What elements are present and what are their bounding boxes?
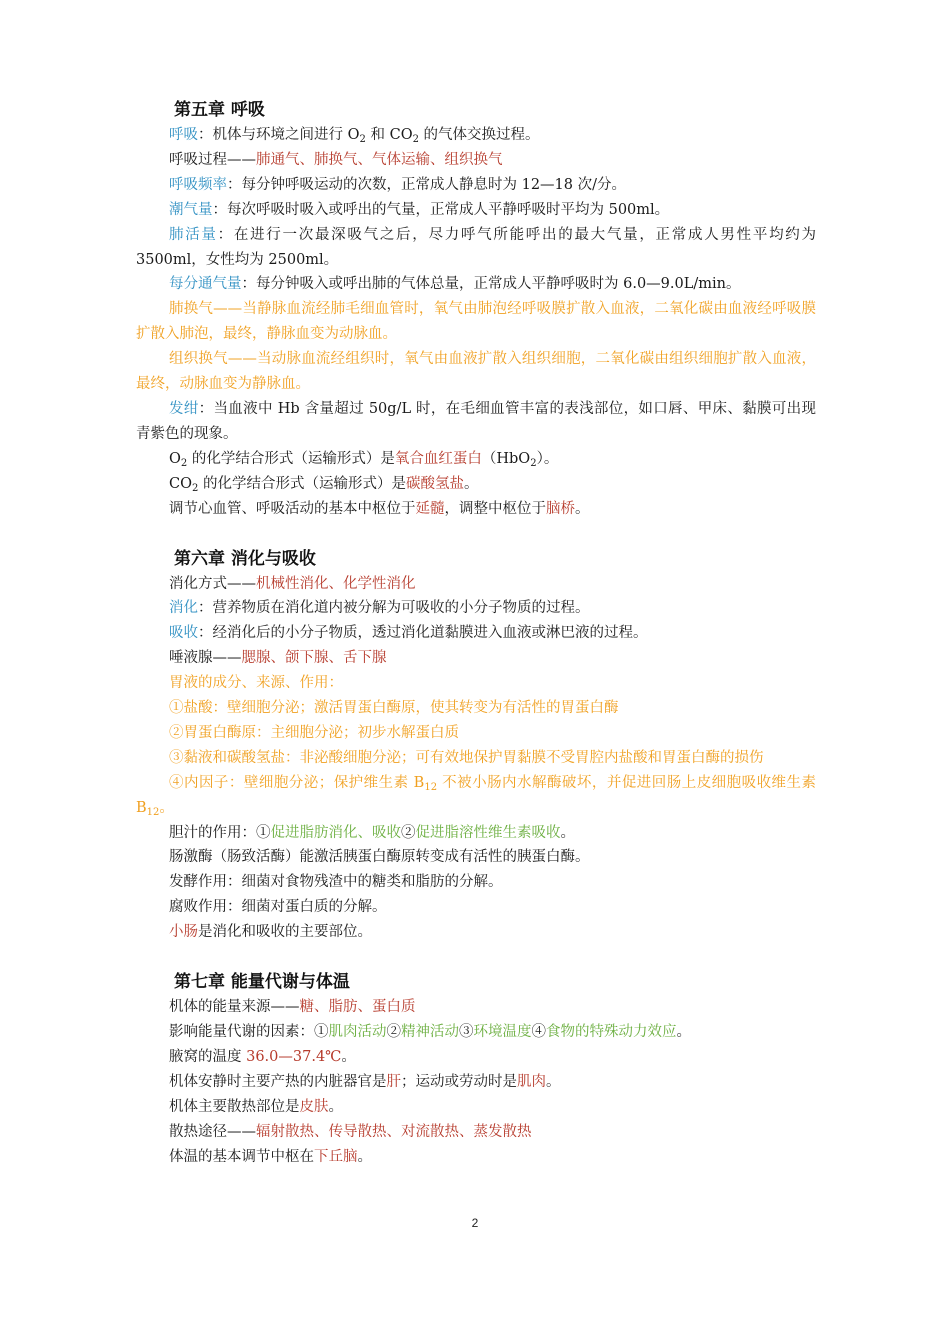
answer: 脑桥 bbox=[546, 500, 575, 517]
subscript: 2 bbox=[180, 457, 188, 469]
answer: 辐射散热、传导散热、对流散热、蒸发散热 bbox=[256, 1123, 532, 1140]
ch7-line-energy-source bbox=[136, 995, 816, 1020]
ch5-line-tidal-volume bbox=[136, 198, 816, 223]
text: ；运动或劳动时是 bbox=[401, 1073, 517, 1090]
answer: 肌肉 bbox=[517, 1073, 546, 1090]
answer: 糖、脂肪、蛋白质 bbox=[299, 999, 416, 1016]
section-gap bbox=[136, 945, 816, 970]
answer: 腮腺、颌下腺、舌下腺 bbox=[241, 650, 387, 667]
ch5-line-minute-ventilation bbox=[136, 272, 816, 297]
ch6-line-digestion bbox=[136, 596, 816, 621]
text: 机体主要散热部位是 bbox=[169, 1098, 300, 1115]
text: ：当血液中 Hb 含量超过 50g/L 时，在毛细血管丰富的表浅部位，如口唇、甲床、黏膜可出现青紫色的现象。 bbox=[136, 400, 817, 442]
list-item: 促进脂溶性维生素吸收 bbox=[415, 824, 561, 841]
chapter-7-heading: 第七章 能量代谢与体温 bbox=[174, 972, 350, 993]
ch6-line-methods bbox=[136, 572, 816, 597]
list-item: 肌肉活动 bbox=[328, 1024, 387, 1040]
ch5-line-process bbox=[136, 148, 816, 173]
ch5-line-pulmonary-exchange: 肺换气——当静脉血流经肺毛细血管时，氧气由肺泡经呼吸膜扩散入血液，二氧化碳由血液经呼吸膜扩散入肺泡，最终，静脉血变为动脉血。 bbox=[136, 301, 816, 343]
text: 影响能量代谢的因素：① bbox=[169, 1024, 329, 1040]
term: 每分通气量 bbox=[169, 276, 242, 293]
text: 。 bbox=[341, 1048, 356, 1065]
text: 的气体交换过程。 bbox=[418, 127, 540, 143]
text: CO bbox=[169, 475, 192, 492]
text: 机体安静时主要产热的内脏器官是 bbox=[169, 1073, 387, 1090]
answer: 肝 bbox=[386, 1073, 401, 1090]
subscript: 2 bbox=[530, 457, 537, 469]
text: 调节心血管、呼吸活动的基本中枢位于 bbox=[169, 500, 416, 517]
text: 呼吸过程—— bbox=[169, 151, 256, 168]
term: 发绀 bbox=[169, 400, 199, 417]
text: ② bbox=[386, 1024, 401, 1040]
ch5-line-vital-capacity bbox=[136, 223, 816, 273]
term: 呼吸频率 bbox=[169, 176, 227, 193]
ch6-line-gastric-juice: 胃液的成分、来源、作用： bbox=[169, 675, 343, 692]
text: 散热途径—— bbox=[169, 1123, 256, 1140]
subscript: 12 bbox=[146, 806, 160, 818]
text: 腋窝的温度 bbox=[169, 1048, 247, 1065]
text: 机体的能量来源—— bbox=[169, 999, 300, 1016]
ch7-line-axillary-temp bbox=[136, 1045, 816, 1070]
text: 消化方式—— bbox=[169, 575, 256, 592]
ch5-line-o2-transport bbox=[136, 447, 816, 472]
answer: 机械性消化、化学性消化 bbox=[256, 575, 416, 592]
text: 胆汁的作用：① bbox=[169, 824, 271, 841]
text: ，调整中枢位于 bbox=[444, 500, 546, 517]
chapter-6-heading: 第六章 消化与吸收 bbox=[174, 548, 316, 569]
answer: 延髓 bbox=[415, 500, 445, 517]
page-content bbox=[136, 98, 816, 1169]
answer: 碳酸氢盐 bbox=[405, 475, 464, 492]
ch6-line-salivary-glands bbox=[136, 646, 816, 671]
ch6-line-mucus: ③黏液和碳酸氢盐：非泌酸细胞分泌；可有效地保护胃黏膜不受胃腔内盐酸和胃蛋白酶的损伤 bbox=[169, 749, 764, 766]
ch6-line-enterokinase: 肠激酶（肠致活酶）能激活胰蛋白酶原转变成有活性的胰蛋白酶。 bbox=[169, 849, 590, 866]
text: 的化学结合形式（运输形式）是 bbox=[198, 475, 406, 492]
text: （HbO bbox=[481, 450, 531, 467]
text: 和 CO bbox=[365, 127, 413, 143]
subscript: 2 bbox=[412, 134, 419, 145]
text: 。 bbox=[463, 475, 479, 492]
answer: 36.0—37.4℃ bbox=[246, 1048, 342, 1065]
text: ：每分钟呼吸运动的次数，正常成人静息时为 12—18 次/分。 bbox=[227, 176, 627, 193]
term: 呼吸 bbox=[169, 127, 198, 143]
ch5-line-tissue-exchange: 组织换气——当动脉血流经组织时，氧气由血液扩散入组织细胞，二氧化碳由组织细胞扩散入血液，最终，动脉血变为静脉血。 bbox=[136, 351, 816, 393]
ch7-line-thermoregulation-center bbox=[136, 1145, 816, 1170]
answer: 肺通气、肺换气、气体运输、组织换气 bbox=[256, 151, 503, 168]
ch5-line-respiration bbox=[136, 123, 816, 148]
text: 。 bbox=[546, 1073, 561, 1090]
ch5-line-co2-transport bbox=[136, 472, 816, 497]
section-gap bbox=[136, 522, 816, 547]
ch6-line-bile bbox=[136, 821, 816, 846]
term: 潮气量 bbox=[169, 201, 213, 218]
text: 的化学结合形式（运输形式）是 bbox=[187, 450, 395, 467]
ch7-line-heat-dissipation-site bbox=[136, 1095, 816, 1120]
text: 。 bbox=[328, 1098, 343, 1115]
text: ：经消化后的小分子物质，透过消化道黏膜进入血液或淋巴液的过程。 bbox=[198, 625, 648, 642]
text: ③ bbox=[459, 1024, 474, 1040]
text: ② bbox=[401, 824, 416, 841]
text: 。 bbox=[560, 824, 575, 841]
subscript: 12 bbox=[424, 781, 438, 793]
list-item: 精神活动 bbox=[401, 1024, 459, 1040]
ch6-line-intrinsic-factor bbox=[136, 771, 816, 821]
ch7-line-heat-production bbox=[136, 1070, 816, 1095]
ch5-line-rate bbox=[136, 173, 816, 198]
text: 。 bbox=[357, 1148, 372, 1165]
list-item: 食物的特殊动力效应 bbox=[546, 1024, 677, 1040]
text: ：机体与环境之间进行 O bbox=[198, 127, 360, 143]
text: 唾液腺—— bbox=[169, 650, 242, 667]
term: 消化 bbox=[169, 600, 198, 617]
ch6-line-putrefaction: 腐败作用：细菌对蛋白质的分解。 bbox=[169, 899, 387, 916]
text: 体温的基本调节中枢在 bbox=[169, 1148, 314, 1165]
answer: 小肠 bbox=[169, 924, 198, 941]
text: 不被小肠内水解酶破坏，并促进回肠上皮细胞吸收维生素 B bbox=[136, 774, 817, 816]
text: ④ bbox=[531, 1024, 546, 1040]
answer: 下丘脑 bbox=[314, 1148, 358, 1165]
ch6-line-absorption bbox=[136, 621, 816, 646]
text: ）。 bbox=[536, 450, 559, 467]
ch7-line-factors bbox=[136, 1020, 816, 1045]
answer: 皮肤 bbox=[299, 1098, 329, 1115]
text: 。 bbox=[676, 1024, 691, 1040]
text: 。 bbox=[159, 799, 174, 816]
text: ：每分钟吸入或呼出肺的气体总量，正常成人平静呼吸时为 6.0—9.0L/min。 bbox=[241, 276, 741, 293]
ch6-line-hcl: ①盐酸：壁细胞分泌；激活胃蛋白酶原，使其转变为有活性的胃蛋白酶 bbox=[169, 700, 619, 717]
ch7-line-heat-dissipation-routes bbox=[136, 1120, 816, 1145]
subscript: 2 bbox=[191, 482, 199, 494]
list-item: 环境温度 bbox=[473, 1024, 532, 1040]
ch6-line-fermentation: 发酵作用：细菌对食物残渣中的糖类和脂肪的分解。 bbox=[169, 874, 503, 891]
term: 肺活量 bbox=[169, 226, 218, 243]
ch6-line-pepsinogen: ②胃蛋白酶原：主细胞分泌；初步水解蛋白质 bbox=[169, 724, 459, 741]
text: O bbox=[169, 450, 181, 467]
text: 是消化和吸收的主要部位。 bbox=[198, 924, 372, 941]
text: ④内因子：壁细胞分泌；保护维生素 B bbox=[169, 774, 425, 791]
text: ：每次呼吸时吸入或呼出的气量，正常成人平静呼吸时平均为 500ml。 bbox=[212, 201, 670, 218]
chapter-5-heading: 第五章 呼吸 bbox=[174, 100, 265, 120]
text: ：在进行一次最深吸气之后，尽力呼气所能呼出的最大气量，正常成人男性平均约为 3500ml，女性均为 2500ml。 bbox=[136, 226, 816, 268]
ch6-line-small-intestine bbox=[136, 920, 816, 945]
list-item: 促进脂肪消化、吸收 bbox=[270, 824, 401, 841]
term: 吸收 bbox=[169, 625, 198, 642]
answer: 氧合血红蛋白 bbox=[394, 450, 482, 467]
subscript: 2 bbox=[359, 134, 366, 145]
page-number: 2 bbox=[471, 1216, 479, 1230]
text: 。 bbox=[575, 500, 590, 517]
ch5-line-centers bbox=[136, 497, 816, 522]
text: ：营养物质在消化道内被分解为可吸收的小分子物质的过程。 bbox=[198, 600, 590, 617]
ch5-line-cyanosis bbox=[136, 397, 816, 447]
